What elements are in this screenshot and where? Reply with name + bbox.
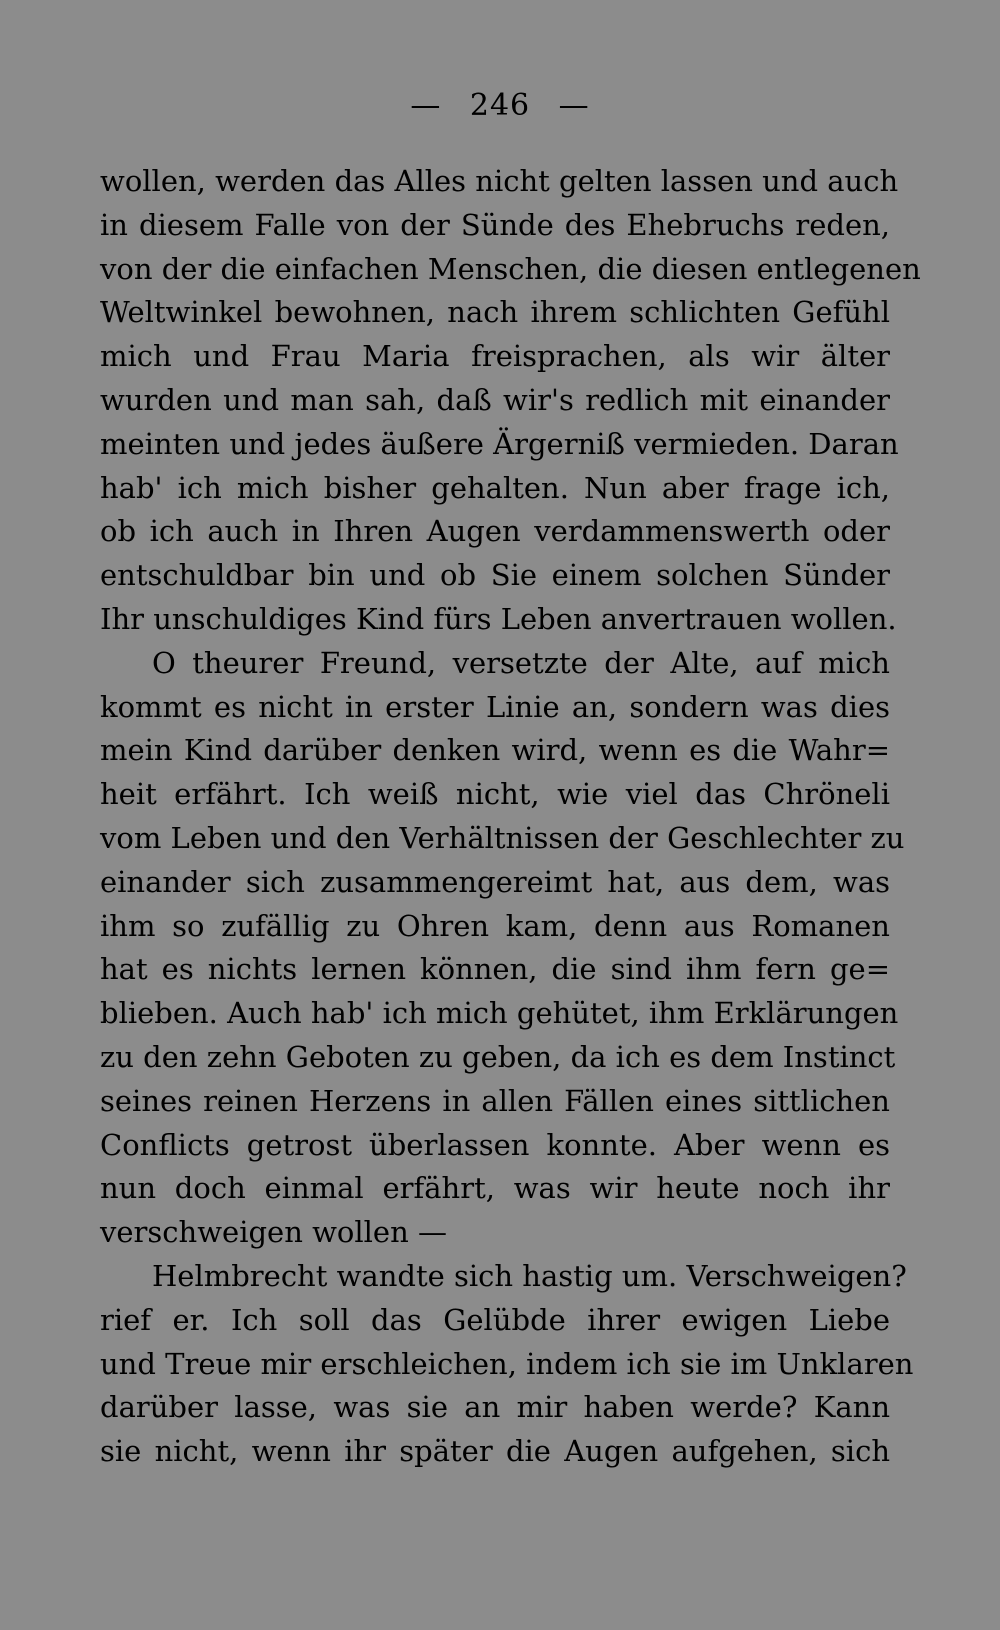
text-line: wurden und man sah, daß wir's redlich mit einander bbox=[100, 382, 890, 417]
text-line: O theurer Freund, versetzte der Alte, auf mich bbox=[152, 645, 890, 680]
body-text bbox=[100, 160, 921, 1474]
text-line: zu den zehn Geboten zu geben, da ich es dem Instinct bbox=[100, 1039, 896, 1074]
text-line: darüber lasse, was sie an mir haben werde? Kann bbox=[100, 1390, 890, 1425]
text-line: kommt es nicht in erster Linie an, sondern was dies bbox=[100, 689, 890, 724]
text-line: wollen, werden das Alles nicht gelten lassen und auch bbox=[100, 164, 899, 198]
page-header bbox=[0, 88, 1000, 123]
text-line: Helmbrecht wandte sich hastig um. Verschweigen? bbox=[152, 1258, 907, 1293]
header-dash-right: — bbox=[558, 88, 590, 123]
header-dash-left: — bbox=[410, 88, 442, 123]
text-line: entschuldbar bin und ob Sie einem solchen Sünder bbox=[100, 558, 890, 593]
text-line: meinten und jedes äußere Ärgerniß vermieden. Daran bbox=[100, 426, 899, 461]
text-line: heit erfährt. Ich weiß nicht, wie viel das Chröneli bbox=[100, 777, 890, 812]
text-line: Ihr unschuldiges Kind fürs Leben anvertrauen wollen. bbox=[100, 601, 897, 636]
text-line: seines reinen Herzens in allen Fällen eines sittlichen bbox=[100, 1083, 890, 1118]
text-line: von der die einfachen Menschen, die diesen entlegenen bbox=[100, 251, 921, 286]
text-line: vom Leben und den Verhältnissen der Geschlechter zu bbox=[100, 820, 905, 855]
text-line: Weltwinkel bewohnen, nach ihrem schlichten Gefühl bbox=[100, 295, 890, 330]
text-line: einander sich zusammengereimt hat, aus dem, was bbox=[100, 864, 890, 899]
text-line: in diesem Falle von der Sünde des Ehebruchs reden, bbox=[100, 207, 890, 242]
text-line: hat es nichts lernen können, die sind ihm fern ge= bbox=[100, 952, 890, 987]
text-line: und Treue mir erschleichen, indem ich sie im Unklaren bbox=[100, 1346, 914, 1381]
text-line: ihm so zufällig zu Ohren kam, denn aus Romanen bbox=[100, 908, 890, 943]
text-line: rief er. Ich soll das Gelübde ihrer ewigen Liebe bbox=[100, 1302, 890, 1337]
text-line: mich und Frau Maria freisprachen, als wir älter bbox=[100, 339, 890, 374]
text-line: hab' ich mich bisher gehalten. Nun aber frage ich, bbox=[100, 470, 890, 505]
text-line: mein Kind darüber denken wird, wenn es die Wahr= bbox=[100, 733, 890, 768]
text-line: ob ich auch in Ihren Augen verdammenswerth oder bbox=[100, 514, 890, 549]
text-line: verschweigen wollen — bbox=[100, 1215, 447, 1250]
text-line: Conflicts getrost überlassen konnte. Aber wenn es bbox=[100, 1127, 890, 1162]
text-line: blieben. Auch hab' ich mich gehütet, ihm Erklärungen bbox=[100, 996, 899, 1031]
text-line: nun doch einmal erfährt, was wir heute noch ihr bbox=[100, 1171, 890, 1206]
text-line: sie nicht, wenn ihr später die Augen aufgehen, sich bbox=[100, 1434, 890, 1469]
page-number: 246 bbox=[469, 88, 531, 123]
